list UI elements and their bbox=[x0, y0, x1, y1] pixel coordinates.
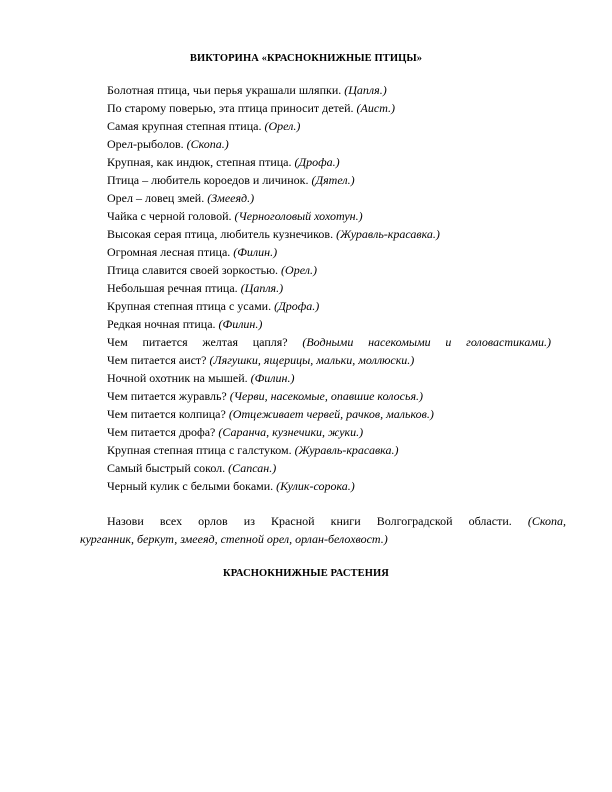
question-text: Чем питается колпица? bbox=[107, 407, 226, 421]
answer-text: (Сапсан.) bbox=[228, 461, 277, 475]
list-item bbox=[107, 423, 363, 441]
answer-text: (Орел.) bbox=[281, 263, 317, 277]
question-text: Огромная лесная птица. bbox=[107, 245, 231, 259]
question-text: Болотная птица, чьи перья украшали шляпки. bbox=[107, 83, 342, 97]
list-item bbox=[107, 387, 423, 405]
answer-text: (Черноголовый хохотун.) bbox=[234, 209, 363, 223]
question-text: Чем питается желтая цапля? bbox=[107, 335, 288, 349]
answer-text: (Орел.) bbox=[264, 119, 301, 133]
list-item bbox=[107, 225, 440, 243]
answer-text: (Черви, насекомые, опавшие колосья.) bbox=[229, 389, 424, 403]
answer-text: (Дрофа.) bbox=[294, 155, 340, 169]
answer-text: (Журавль-красавка.) bbox=[336, 227, 440, 241]
answer-text: (Саранча, кузнечики, жуки.) bbox=[218, 425, 364, 439]
question-text: Крупная, как индюк, степная птица. bbox=[107, 155, 292, 169]
list-item bbox=[107, 369, 294, 387]
quiz-title: ВИКТОРИНА «КРАСНОКНИЖНЫЕ ПТИЦЫ» bbox=[189, 53, 423, 64]
list-item bbox=[107, 81, 387, 99]
answer-text: (Филин.) bbox=[218, 317, 263, 331]
answer-text: (Змееяд.) bbox=[207, 191, 255, 205]
answer-text: (Кулик-сорока.) bbox=[276, 479, 355, 493]
question-text: Орел-рыболов. bbox=[107, 137, 184, 151]
answer-text: (Отцеживает червей, рачков, мальков.) bbox=[228, 407, 434, 421]
question-text: Назови всех орлов из Красной книги Волгоградской области. bbox=[107, 514, 512, 528]
list-item bbox=[107, 171, 355, 189]
list-item bbox=[107, 315, 262, 333]
final-question bbox=[80, 512, 566, 548]
question-text: Чайка с черной головой. bbox=[107, 209, 232, 223]
list-item bbox=[107, 441, 398, 459]
list-item bbox=[107, 333, 551, 351]
answer-text: (Дятел.) bbox=[311, 173, 355, 187]
answer-text: (Филин.) bbox=[250, 371, 295, 385]
answer-text-part2: курганник, беркут, змееяд, степной орел, орлан-белохвост.) bbox=[80, 532, 388, 546]
list-item bbox=[107, 261, 317, 279]
question-text: Черный кулик с белыми боками. bbox=[107, 479, 274, 493]
question-text: Самый быстрый сокол. bbox=[107, 461, 226, 475]
list-item bbox=[107, 351, 414, 369]
question-text: По старому поверью, эта птица приносит детей. bbox=[107, 101, 354, 115]
answer-text: (Журавль-красавка.) bbox=[294, 443, 399, 457]
list-item bbox=[107, 189, 254, 207]
list-item bbox=[107, 279, 283, 297]
answer-text: (Лягушки, ящерицы, мальки, моллюски.) bbox=[209, 353, 415, 367]
question-text: Высокая серая птица, любитель кузнечиков. bbox=[107, 227, 334, 241]
answer-text: (Водными насекомыми и головастиками.) bbox=[302, 335, 552, 349]
answer-text: (Аист.) bbox=[356, 101, 396, 115]
answer-text: (Дрофа.) bbox=[274, 299, 320, 313]
answer-text: (Цапля.) bbox=[240, 281, 284, 295]
question-text: Чем питается аист? bbox=[107, 353, 207, 367]
question-text: Крупная степная птица с усами. bbox=[107, 299, 272, 313]
list-item bbox=[107, 153, 340, 171]
list-item bbox=[107, 297, 319, 315]
answer-text: (Скопа.) bbox=[186, 137, 229, 151]
answer-text: (Цапля.) bbox=[344, 83, 387, 97]
question-text: Чем питается журавль? bbox=[107, 389, 227, 403]
answer-text-part1: (Скопа, bbox=[527, 514, 567, 528]
list-item bbox=[107, 243, 277, 261]
question-text: Крупная степная птица с галстуком. bbox=[107, 443, 292, 457]
question-text: Птица – любитель короедов и личинок. bbox=[107, 173, 309, 187]
list-item bbox=[107, 135, 229, 153]
list-item bbox=[107, 117, 300, 135]
question-text: Редкая ночная птица. bbox=[107, 317, 216, 331]
question-text: Птица славится своей зоркостью. bbox=[107, 263, 279, 277]
section-title-plants: КРАСНОКНИЖНЫЕ РАСТЕНИЯ bbox=[223, 568, 389, 579]
question-text: Самая крупная степная птица. bbox=[107, 119, 262, 133]
question-text: Орел – ловец змей. bbox=[107, 191, 205, 205]
list-item bbox=[107, 405, 434, 423]
question-text: Ночной охотник на мышей. bbox=[107, 371, 248, 385]
list-item bbox=[107, 207, 363, 225]
list-item bbox=[107, 99, 395, 117]
question-text: Небольшая речная птица. bbox=[107, 281, 238, 295]
list-item bbox=[107, 459, 276, 477]
answer-text: (Филин.) bbox=[233, 245, 278, 259]
question-text: Чем питается дрофа? bbox=[107, 425, 216, 439]
final-question-line1 bbox=[80, 512, 566, 530]
list-item bbox=[107, 477, 355, 495]
